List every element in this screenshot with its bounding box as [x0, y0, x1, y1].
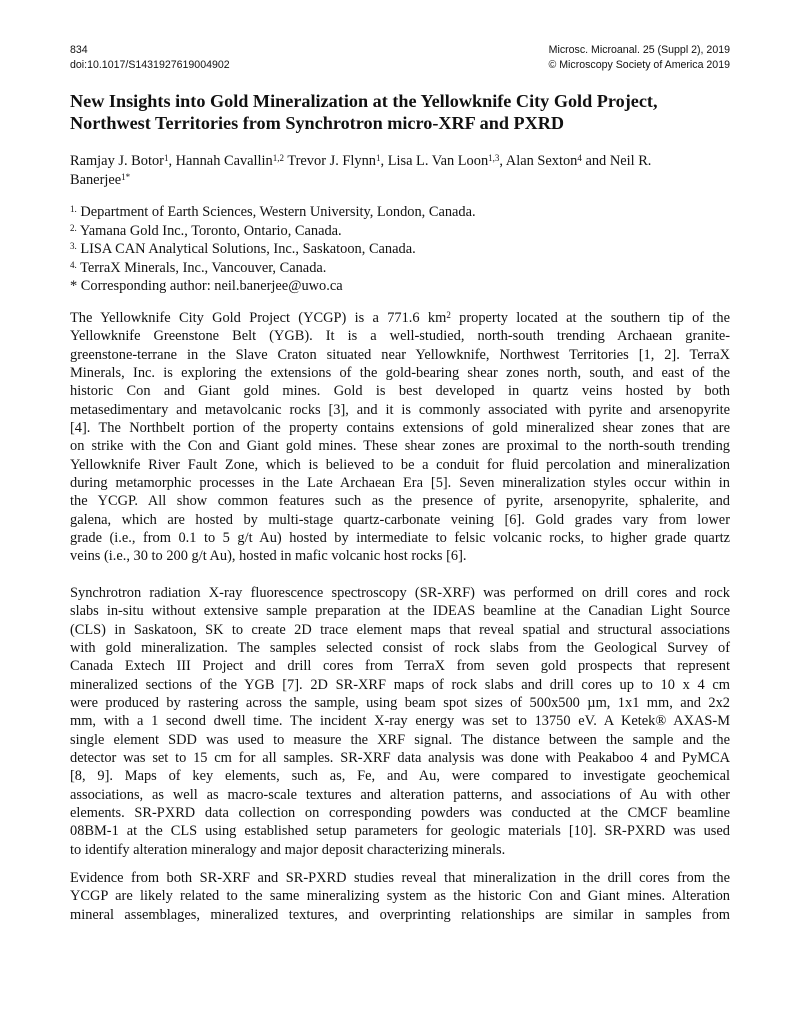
author-affiliation-sup: 1,2	[272, 153, 284, 163]
affiliations	[70, 203, 730, 296]
text-line: mm, with a 1 second dwell time. The incident X-ray energy was set to 13750 eV. A Ketek® AXAS-M	[70, 713, 730, 730]
author-name: Ramjay J. Botor	[70, 153, 164, 169]
superscript: 2	[446, 310, 451, 320]
affiliation-number: 3.	[70, 241, 77, 252]
author-affiliation-sup: 1*	[121, 171, 131, 182]
separator: ,	[380, 153, 388, 169]
paragraph-intro	[70, 309, 730, 566]
author-affiliation-sup: 1,3	[488, 153, 500, 163]
separator: ,	[499, 153, 506, 169]
affiliation	[70, 259, 730, 278]
affiliation-text: TerraX Minerals, Inc., Vancouver, Canada.	[76, 259, 327, 276]
text-line: on strike with the Con and Giant gold mines. These shear zones are proximal to the north-south trending	[70, 438, 730, 455]
affiliation-number: 4.	[70, 259, 77, 270]
author-affiliation-sup: 1	[163, 153, 169, 163]
text-line: Canada Extech III Project and drill cores from TerraX from seven gold prospects that represent	[70, 658, 730, 675]
text-line: slabs in-situ without extensive sample preparation at the IDEAS beamline at the Canadian Light Source	[70, 603, 730, 620]
doi[interactable]: doi:10.1017/S1431927619004902	[70, 59, 230, 71]
author-name: Trevor J. Flynn	[287, 153, 376, 169]
journal-citation: Microsc. Microanal. 25 (Suppl 2), 2019	[548, 44, 730, 56]
title-line: New Insights into Gold Mineralization at the Yellowknife City Gold Project,	[70, 91, 658, 111]
text-line: with gold mineralization. The samples selected consist of rock slabs from the Geological Survey of	[70, 640, 730, 657]
text-line: [8, 9]. Maps of key elements, such as, Fe, and Au, were compared to investigate geochemical	[70, 768, 730, 785]
author-name: Lisa L. Van Loon	[387, 153, 489, 169]
page-number: 834	[70, 44, 88, 56]
text-line: veins (i.e., 30 to 200 g/t Au), hosted in mafic volcanic host rocks [6].	[70, 548, 467, 565]
text-line: Evidence from both SR-XRF and SR-PXRD studies reveal that mineralization in the drill cores from the	[70, 870, 730, 886]
text-segment: The Yellowknife City Gold Project (YCGP) is a 771.6 km	[70, 310, 447, 326]
text-line: associations, as well as macro-scale textures and alteration patterns, and associations of Au with other	[70, 786, 730, 803]
author-name: Banerjee	[70, 171, 122, 188]
affiliation	[70, 222, 730, 241]
text-line: galena, which are hosted by multi-stage quartz-carbonate veining [6]. Gold grades vary from lower	[70, 511, 730, 528]
text-line: mineralized sections of the YGB [7]. 2D SR-XRF maps of rock slabs and drill cores up to 10 x 4 cm	[70, 676, 730, 693]
author-affiliation-sup: 1	[375, 153, 381, 163]
text-line: Yellowknife River Fault Zone, which is believed to be a conduit for fluid percolation and mineralization	[70, 456, 730, 473]
affiliation	[70, 240, 730, 259]
author-list	[70, 152, 730, 189]
paragraph-methods	[70, 584, 730, 859]
title-line: Northwest Territories from Synchrotron micro-XRF and PXRD	[70, 113, 565, 133]
text-line: Minerals, Inc. is exploring the extensions of the gold-bearing shear zones north, south, and east of the	[70, 365, 730, 382]
paragraph-results	[70, 869, 730, 924]
separator: ,	[168, 153, 176, 169]
affiliation-text: LISA CAN Analytical Solutions, Inc., Saskatoon, Canada.	[76, 241, 416, 258]
text-segment: property located at the southern tip of the	[450, 310, 730, 326]
text-line: were produced by rastering across the sample, using beam spot sizes of 500x500 µm, 1x1 mm, and 2x2	[70, 695, 730, 712]
text-line: Yellowknife Greenstone Belt (YGB). It is a well-studied, north-south trending Archaean granite-	[70, 328, 730, 345]
paper-title	[70, 90, 750, 134]
corresponding-author: * Corresponding author: neil.banerjee@uwo.ca	[70, 278, 343, 295]
text-line: single element SDD was used to measure the XRF signal. The distance between the sample and the	[70, 731, 730, 748]
text-line: Synchrotron radiation X-ray fluorescence spectroscopy (SR-XRF) was performed on drill cores and rock	[70, 585, 730, 601]
affiliation	[70, 203, 730, 222]
text-line: detector was set to 15 cm for all samples. SR-XRF data analysis was done with Peakaboo 4 and PyMCA	[70, 750, 730, 767]
author-name: Hannah Cavallin	[175, 153, 273, 169]
text-line: during metamorphic processes in the Late Archaean Era [5]. Seven mineralization styles occur within in	[70, 475, 730, 492]
separator: and Neil R.	[581, 153, 652, 169]
author-name: Alan Sexton	[505, 153, 578, 169]
text-line: 08BM-1 at the CLS using established setup parameters for geologic materials [10]. SR-PXRD was used	[70, 823, 730, 840]
text-line: metasedimentary and metavolcanic rocks [3], and it is commonly associated with pyrite and arsenopyrite	[70, 401, 730, 418]
affiliation-number: 1.	[70, 204, 77, 214]
text-line: the YCGP. All show common features such as the presence of pyrite, arsenopyrite, sphalerite, and	[70, 493, 730, 510]
author-affiliation-sup: 4	[577, 153, 582, 163]
text-line: YCGP are likely related to the same mineralizing system as the historic Con and Giant mines. Alteration	[70, 888, 730, 905]
affiliation-text: Yamana Gold Inc., Toronto, Ontario, Canada.	[76, 222, 342, 239]
affiliation-number: 2.	[70, 222, 77, 233]
text-line: grade (i.e., from 0.1 to 5 g/t Au) hosted by intermediate to felsic volcanic rocks, to higher grade quartz	[70, 530, 730, 547]
copyright: © Microscopy Society of America 2019	[548, 59, 730, 71]
text-line: (CLS) in Saskatoon, SK to create 2D trace element maps that reveal spatial and structural associations	[70, 621, 730, 638]
text-line: greenstone-terrane in the Slave Craton situated near Yellowknife, Northwest Territories [1, 2]. TerraX	[70, 346, 730, 363]
text-line	[70, 309, 730, 327]
text-line: to identify alteration mineralogy and major deposit characterizing minerals.	[70, 841, 506, 858]
text-line: mineral assemblages, mineralized textures, and overprinting relationships are similar in samples from	[70, 906, 730, 923]
text-line: [4]. The Northbelt portion of the property contains extensions of gold mineralized shear zones that are	[70, 420, 730, 437]
text-line: elements. SR-PXRD data collection on corresponding powders was conducted at the CMCF beamline	[70, 805, 730, 822]
affiliation-text: Department of Earth Sciences, Western University, London, Canada.	[76, 204, 476, 220]
text-line: historic Con and Giant gold mines. Gold is best developed in quartz veins hosted by both	[70, 383, 730, 400]
